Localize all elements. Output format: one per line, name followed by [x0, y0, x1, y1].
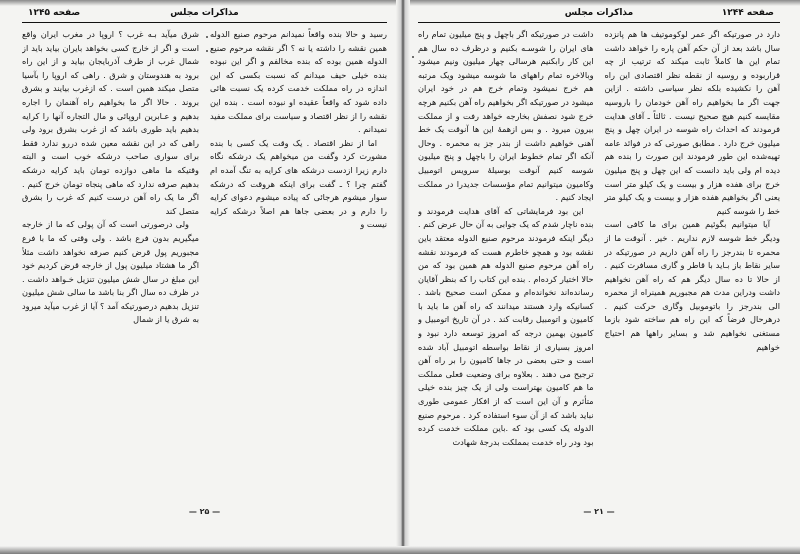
right-page-columns	[418, 28, 780, 514]
page-number-footer: — ۲۵ —	[188, 507, 221, 516]
scan-speck	[412, 56, 414, 58]
running-title: مذاکرات مجلس	[170, 8, 239, 18]
paragraph: دارد در صورتیکه اگر عمر لوکوموتیف ها هم پانزده سال باشد بعد از آن حکم آهن پاره را خواهد داشت تمام این ها کاملاً ثابت میکند که ترتیب از چه قراربوده و روسیه از نقطه نظر اقتصادی این راه آهن را نکشیده بلکه نظر سیاسی داشته . ازاین جهت اگر ما بخواهیم راه آهن خودمان را باروسیه مقایسه کنیم هیچ صحیح نیست . ثالثاً ـ آقای هدایت فرمودند که احداث راه شوسه در ایران چهل و پنج میلیون خرج دارد . مطابق صورتی که در فوائد عامه تهیه‌شده این طور فرمودند این صورت را بنده هم دیده ام ولی باید دانست که این چهل و پنج میلیون خرج برای هفده هزار و بیست و یک کیلو متر است یعنی اگر بخواهیم هفده هزار و بیست و یک کیلو متر خط را شوسه کنیم	[604, 29, 780, 216]
left-page	[22, 0, 387, 554]
right-text-column	[210, 28, 387, 514]
paragraph: اما از نظر اقتصاد . یک وقت یک کسی با بنده مشورت کرد وگفت من میخواهم یک درشکه نگاه دارم زیرا ازدست درشکه های کرایه به تنگ آمده ام گفتم چرا ؟ ـ گفت برای اینکه هروقت که درشکه سوار میشوم هرجائی که پیاده میشوم دعوای کرایه را دارم و در بعضی جاها هم اصلاً درشکه کرایه نیست و	[209, 137, 387, 230]
scan-speck	[206, 36, 208, 38]
right-text-column	[604, 28, 780, 514]
paragraph: رسید و حالا بنده واقعاً نمیدانم مرحوم صنیع الدوله همین نقشه را داشته یا نه ؟ اگر نقشه مرحوم صنیع الدوله همین بوده که بنده مخالفم و اگر این نبوده بنده خیلی حیف میدانم که نسبت بکسی که این اندازه در راه مملکت خدمت کرده یک نسبت هائی داده شود که واقعاً عقیده او نبوده است . بنده این نقشه را از نظر اقتصاد و سیاست برای مملکت مفید نمیدانم .	[209, 29, 387, 135]
header-rule	[418, 22, 780, 23]
paragraph: داشت در صورتیکه اگر باچهل و پنج میلیون تمام راه های ایران را شوسـه بکنیم و درظرف ده سال هم این کار رابکنیم هرسالی چهار میلیون ونیم میشود وبالاخره تمام راههای ما شوسه میشود ویک مرتبه هم خرج نمیشود وتمام خرج هم در خود ایران میشود در صورتیکه اگر بخواهیم راه آهن بکنیم هرچه خرج شود نصفش بخارجه خواهد رفت و از مملکت بیرون میرود . و بس ازهمهٔ این ها آنوقت یک خط آهنی خواهیم داشت از بندر جز به محمره . وحال آنکه اگر تمام خطوط ایران را باچهل و پنج میلیون شوسه کنیم آنوقت بوسیلهٔ سرویس اتومبیل وکامیون میتوانیم تمام مؤسسات جدیدرا در مملکت ایجاد کنیم .	[418, 29, 594, 203]
paragraph: این بود فرمایشاتی که آقای هدایت فرمودند و بنده ناچار شدم که یک جوابی به آن حال عرض کنم . دیگر اینکه فرمودند مرحوم صنیع الدوله معتقد باین نقشه بود و همچو خاطرم هست که فرمودند نقشه راه آهن مرحوم صنیع الدوله هم همین بود که من حالا اختیار کرده‌ام . بنده این کتاب را که بنظر آقایان رسانده‌اند نخوانده‌ام و ممکن است صحیح باشد . کسانیکه وارد هستند میدانند که راه آهن ما باید با کامیون و اتومبیل رقابت کند . در آن تاریخ اتومبیل و کامیون بهمین درجه که امروز توسعه دارد نبود و امروز بسیاری از نقاط بواسطه اتومبیل آباد شده است و حتی بعضی در جاها کامیون را بر راه آهن ترجیح می دهند . بعلاوه برای وضعیت فعلی مملکت ما هم کامیون بهتراست ولی از یک چیز بنده خیلی متأثرم و آن این است که از افکار عمومی طوری نباید باشد که از آن سوء استفاده کرد . مرحوم صنیع الدوله یک کسی بود که .باین مملکت خدمت کرده بود ودر راه خدمت بمملکت بدرجهٔ شهادت	[418, 205, 594, 447]
right-page	[418, 0, 780, 554]
paragraph: ولی درصورتی است که آن پولی که ما از خارجه میگیریم بدون فرع باشد . ولی وقتی که ما با فرع مجبوریم پول قرض کنیم صرفه نخواهد داشت مثلاً اگر ما هشتاد میلیون پول از خارجه قرض کردیم خود این مبلغ در سال شش میلیون تنزیل خـواهد داشت . در ظرف ده سال اگر بنا باشد ما سالی شش میلیون تنزیل بدهیم درصورتیکه آمد ؟ آیا از غرب میآید میرود به شرق یا از شمال	[22, 219, 200, 325]
page-number-footer: — ۲۱ —	[583, 507, 615, 516]
left-text-column	[22, 28, 199, 514]
paragraph: آیا میتوانیم بگوئیم همین برای ما کافی است ودیگر خط شوسه لازم نداریم . خیر . آنوقت ما از محمره تا بندرجز را راه آهن داریم در صورتیکه در سایر نقاط باز بـاید با قاطر و گاری مسافرت کنیم . از حالا تا ده سال دیگر هم که راه آهن نخواهیم داشت ودراین مدت هم مجبوریم همینراه از محمره الی بندرجز را باتوموبیل وگاری حرکت کنیم . درهرحال فرضاً که این راه هم ساخته شود بازما مستغنی نخواهیم شد و بسایر راهها هم احتیاج خواهیم	[604, 219, 780, 352]
page-label: صفحه ۱۲۴۵	[28, 8, 81, 18]
header-rule	[22, 22, 387, 23]
left-page-columns	[22, 28, 387, 514]
book-gutter	[396, 0, 410, 554]
page-label: صفحه ۱۲۴۴	[721, 8, 774, 18]
left-text-column	[418, 28, 594, 514]
scan-bottom-edge	[0, 546, 800, 554]
paragraph: شرق میآید بـه غرب ؟ اروپا در مغرب ایران واقع است و اگر از خارج کسی بخواهد بایران بیاید باید از شمال غرب از طرف آذربایجان بیاید و از این راه برود به هندوستان و شرق . راهی که اروپا را بآسیا متصل میکند همین است . که ازغرب بیایند و بشرق بروند . حالا اگر ما بخواهیم راه آهنمان را اجاره بدهیم و عـابرین اروپائی و مال التجاره آنها را کرایه بدهیم باید طوری باشد که از غرب بشرق برود ولی راهی که در این نقشه معین شده دررو ندارد فقط برای سواری صاحب درشکه خوب است و البته وقتیکه ما ماهی دوازده تومان باید کرایه درشکه بدهیم صرفه ندارد که ماهی پنجاه تومان خرج کنیم . اگر ما یک راه آهن درست کنیم که غرب را بشرق متصل کند	[22, 29, 200, 216]
running-title: مذاکرات مجلس	[564, 8, 634, 18]
scan-speck	[206, 50, 208, 52]
